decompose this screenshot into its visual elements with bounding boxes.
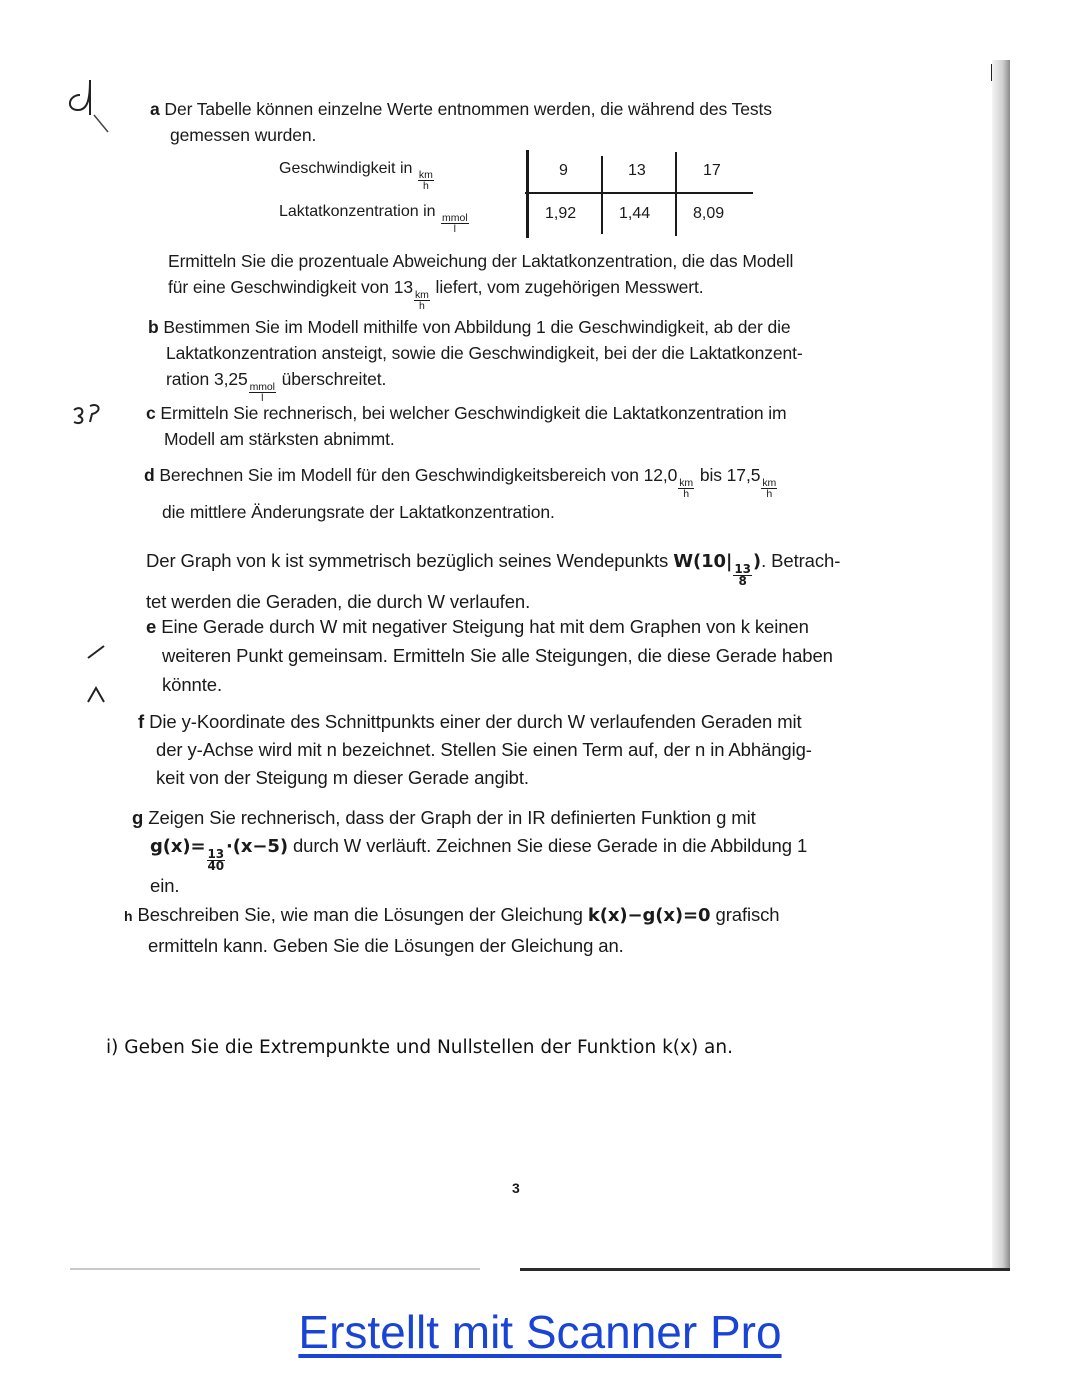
table-cell-speed-1: 9 xyxy=(559,162,568,179)
equation-k-minus-g: k(x)−g(x)=0 xyxy=(587,905,711,926)
task-c: c Ermitteln Sie rechnerisch, bei welcher Geschwindigkeit die Laktatkonzentration im Modell am stärksten abnimmt. xyxy=(146,403,787,449)
unit-kmh: $\frac{km}{h}$ xyxy=(414,289,429,312)
task-h: h Beschreiben Sie, wie man die Lösungen der Gleichung k(x)−g(x)=0 grafisch ermitteln kann. Geben Sie die Lösungen der Gleichung an. xyxy=(124,904,780,956)
task-label-b: b xyxy=(148,317,159,337)
task-i: i) Geben Sie die Extrempunkte und Nullstellen der Funktion k(x) an. xyxy=(106,1037,733,1058)
page-number: 3 xyxy=(512,1180,520,1196)
intro-paragraph: Der Graph von k ist symmetrisch bezüglich seines Wendepunkts W(10| $\frac{13}{8}$ ). Betrach- tet werden die Geraden, die durch W verlaufen. xyxy=(146,550,841,612)
table-cell-speed-3: 17 xyxy=(703,162,721,179)
unit-mmol-l: $\frac{\text{mmol}}{l}$ xyxy=(442,212,468,235)
task-label-e: e xyxy=(146,616,157,637)
task-d: d Berechnen Sie im Modell für den Geschwindigkeitsbereich von 12,0 $\frac{km}{h}$ bis 17,5 $\frac{km}{h}$ die mittlere Änderungsrate der Laktatkonzentration. xyxy=(144,465,777,522)
table-divider-header xyxy=(526,150,529,238)
table-cell-lactate-3: 8,09 xyxy=(693,205,725,222)
task-label-g: g xyxy=(132,807,144,828)
task-label-f: f xyxy=(138,711,145,732)
task-label-c: c xyxy=(146,403,156,423)
unit-mmol-l: $\frac{\text{mmol}}{l}$ xyxy=(249,381,275,404)
margin-mark-top-left xyxy=(60,70,120,140)
task-g: g Zeigen Sie rechnerisch, dass der Graph der in IR definierten Funktion g mit g(x)= $\frac{13}{40}$ ·(x−5) durch W verläuft. Zeichnen Sie diese Gerade in die Abbildung 1 ein. xyxy=(132,807,808,896)
table-cell-lactate-1: 1,92 xyxy=(545,205,577,222)
task-f: f Die y-Koordinate des Schnittpunkts einer der durch W verlaufenden Geraden mit der y-Achse wird mit n bezeichnet. Stellen Sie einen Term auf, der n in Abhängig- keit von der Steigung m dieser Gerade angibt. xyxy=(138,711,812,788)
bottom-rule-left xyxy=(70,1268,480,1270)
point-w: W(10| $\frac{13}{8}$ ) xyxy=(673,551,762,588)
unit-kmh: $\frac{km}{h}$ xyxy=(679,477,694,500)
task-a-question: Ermitteln Sie die prozentuale Abweichung der Laktatkonzentration, die das Modell für eine Geschwindigkeit von 13 $\frac{km}{h}$ liefert, vom zugehörigen Messwert. xyxy=(168,251,794,312)
function-g-formula: g(x)= $\frac{13}{40}$ ·(x−5) xyxy=(150,836,288,873)
table-row-label-lactate: Laktatkonzentration in $\frac{\text{mmol}}{l}$ xyxy=(279,203,468,235)
unit-kmh: $\frac{km}{h}$ xyxy=(418,169,433,192)
page-edge-shadow xyxy=(992,60,1010,1270)
margin-mark-score xyxy=(70,400,110,430)
task-label-a: a xyxy=(150,99,160,119)
measurement-table xyxy=(275,150,755,240)
task-b: b Bestimmen Sie im Modell mithilfe von Abbildung 1 die Geschwindigkeit, ab der die Laktatkonzentration ansteigt, sowie die Geschwindigkeit, bei der die Laktatkonzent- ration 3,25 $\frac{\text{mmol}}{l}$ überschreitet. xyxy=(148,317,803,404)
margin-checkmark-f xyxy=(84,682,108,706)
table-row-divider xyxy=(525,192,753,194)
margin-checkmark-e xyxy=(84,640,108,664)
task-label-h: h xyxy=(124,908,133,924)
table-row-label-speed: Geschwindigkeit in $\frac{km}{h}$ xyxy=(279,160,433,192)
bottom-rule-right xyxy=(520,1268,1010,1271)
table-cell-speed-2: 13 xyxy=(628,162,646,179)
unit-kmh: $\frac{km}{h}$ xyxy=(762,477,777,500)
footer-scanner-pro-link[interactable]: Erstellt mit Scanner Pro xyxy=(298,1306,782,1358)
table-cell-lactate-2: 1,44 xyxy=(619,205,651,222)
task-e: e Eine Gerade durch W mit negativer Steigung hat mit dem Graphen von k keinen weiteren Punkt gemeinsam. Ermitteln Sie alle Steigungen, die diese Gerade haben könnte. xyxy=(146,616,833,695)
task-a: a Der Tabelle können einzelne Werte entnommen werden, die während des Tests gemessen wurden. xyxy=(150,99,772,145)
task-label-d: d xyxy=(144,465,155,485)
table-divider-1 xyxy=(601,156,603,234)
table-divider-2 xyxy=(675,152,677,236)
